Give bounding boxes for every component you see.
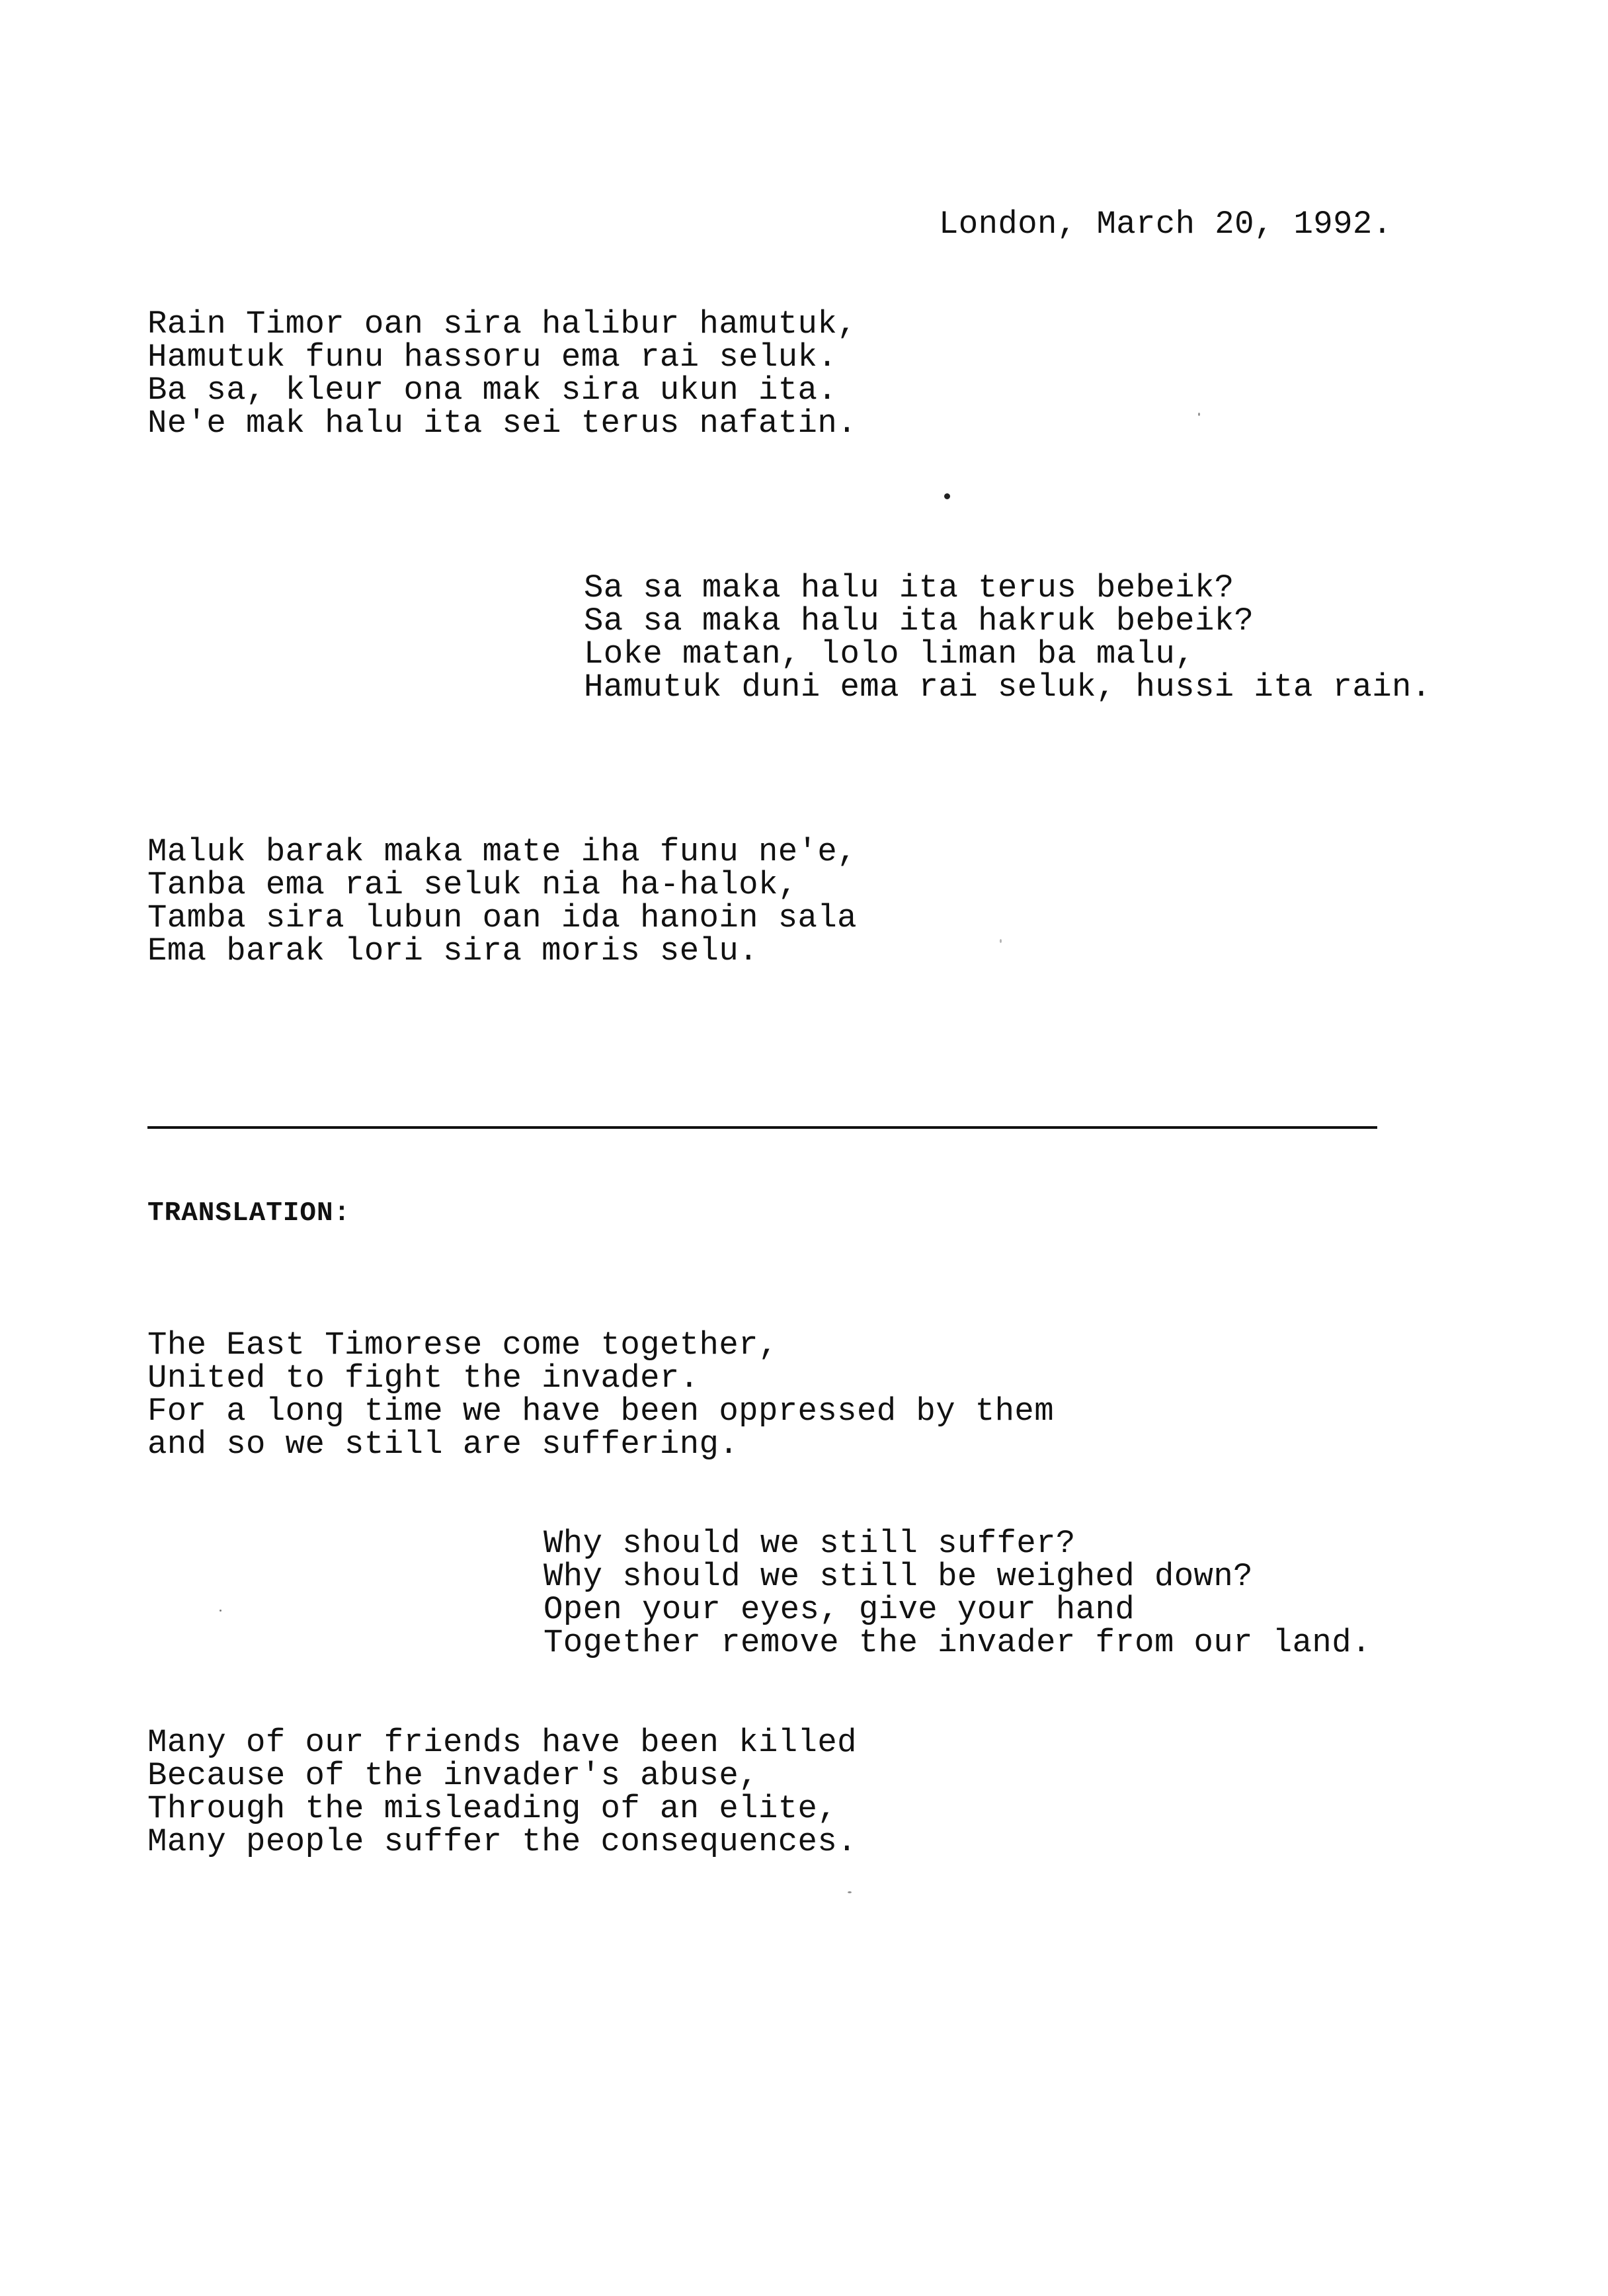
original-stanza-2 bbox=[584, 571, 1431, 704]
scan-speck bbox=[848, 1891, 852, 1893]
verse-line: Ba sa, kleur ona mak sira ukun ita. bbox=[147, 372, 838, 409]
verse-line: The East Timorese come together, bbox=[147, 1327, 778, 1364]
verse-line: Hamutuk duni ema rai seluk, hussi ita rain. bbox=[584, 669, 1431, 706]
verse-line: Tanba ema rai seluk nia ha-halok, bbox=[147, 866, 798, 903]
verse-line: Why should we still suffer? bbox=[543, 1525, 1076, 1562]
verse-line: Open your eyes, give your hand bbox=[543, 1591, 1135, 1628]
verse-line: Ne'e mak halu ita sei terus nafatin. bbox=[147, 405, 857, 442]
verse-line: Why should we still be weighed down? bbox=[543, 1558, 1253, 1595]
scan-speck bbox=[1198, 413, 1200, 416]
translation-heading: TRANSLATION: bbox=[147, 1198, 351, 1229]
date-line: London, March 20, 1992. bbox=[939, 206, 1392, 243]
scan-speck bbox=[220, 1610, 221, 1612]
translation-stanza-1 bbox=[147, 1329, 1054, 1461]
verse-line: Maluk barak maka mate iha funu ne'e, bbox=[147, 833, 857, 870]
verse-line: Sa sa maka halu ita hakruk bebeik? bbox=[584, 602, 1254, 639]
verse-line: Tamba sira lubun oan ida hanoin sala bbox=[147, 899, 857, 936]
scan-speck bbox=[1000, 939, 1002, 943]
verse-line: Many people suffer the consequences. bbox=[147, 1823, 857, 1860]
verse-line: Ema barak lori sira moris selu. bbox=[147, 932, 758, 969]
section-divider bbox=[147, 1126, 1377, 1129]
original-stanza-1 bbox=[147, 308, 857, 440]
verse-line: Through the misleading of an elite, bbox=[147, 1790, 838, 1827]
verse-line: United to fight the invader. bbox=[147, 1360, 700, 1397]
translation-stanza-2 bbox=[543, 1527, 1371, 1659]
verse-line: Rain Timor oan sira halibur hamutuk, bbox=[147, 306, 857, 343]
verse-line: For a long time we have been oppressed by them bbox=[147, 1393, 1055, 1430]
verse-line: Hamutuk funu hassoru ema rai seluk. bbox=[147, 339, 838, 376]
verse-line: Because of the invader's abuse, bbox=[147, 1757, 758, 1794]
verse-line: Together remove the invader from our land. bbox=[543, 1624, 1371, 1661]
verse-line: and so we still are suffering. bbox=[147, 1426, 739, 1463]
verse-line: Loke matan, lolo liman ba malu, bbox=[584, 636, 1195, 673]
verse-line: Sa sa maka halu ita terus bebeik? bbox=[584, 569, 1234, 606]
translation-stanza-3 bbox=[147, 1726, 857, 1858]
scan-speck bbox=[944, 493, 950, 499]
original-stanza-3 bbox=[147, 835, 857, 967]
verse-line: Many of our friends have been killed bbox=[147, 1724, 857, 1761]
